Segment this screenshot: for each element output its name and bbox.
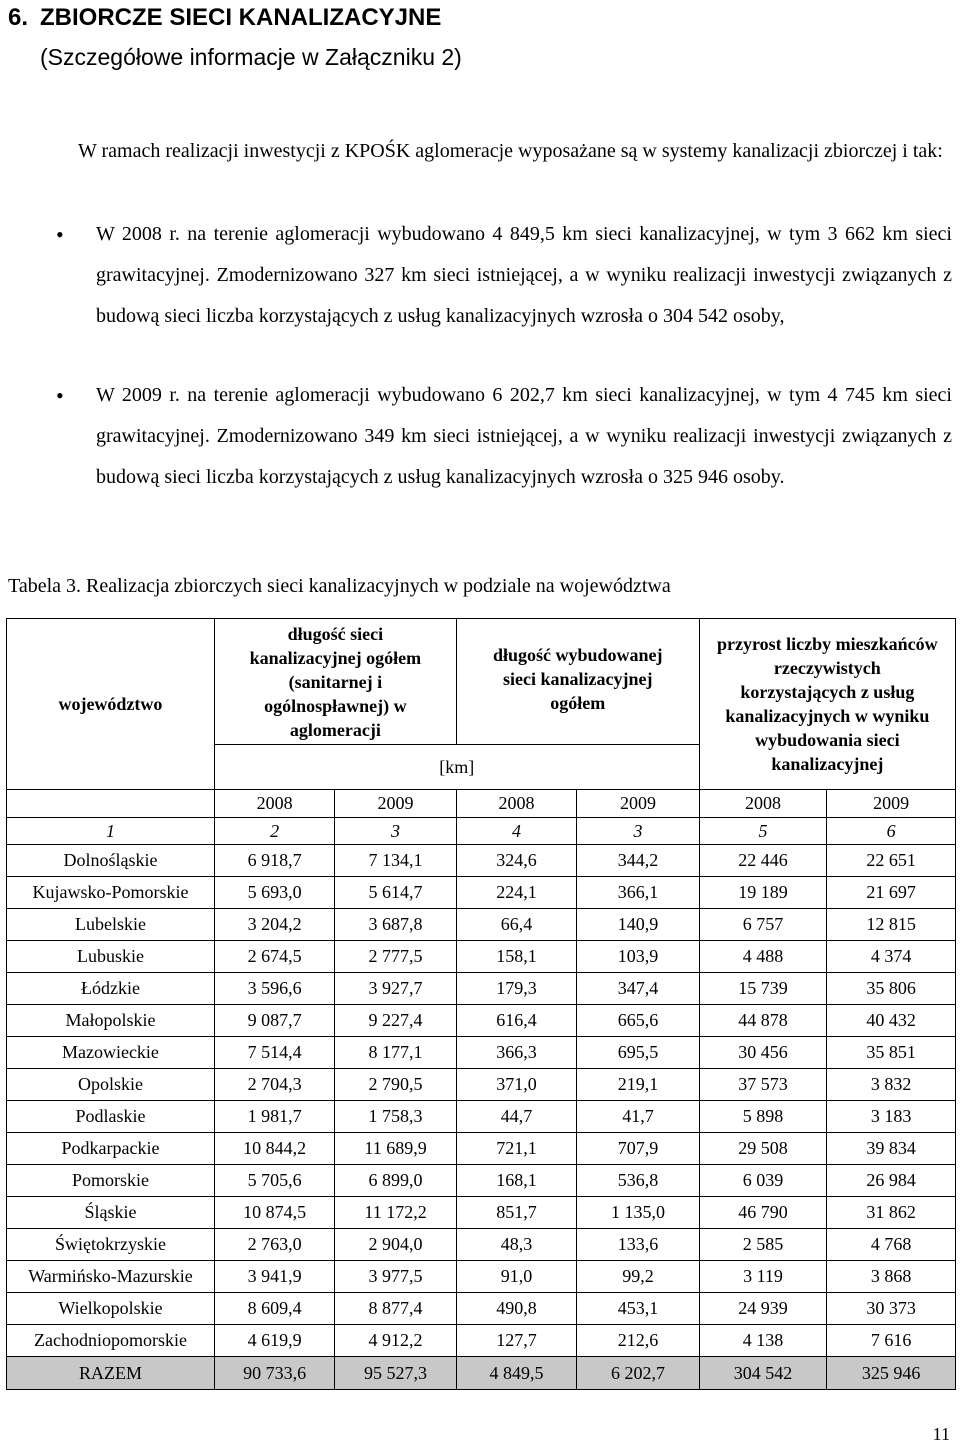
sewer-table <box>6 618 956 1390</box>
year-cell: 2009 <box>335 790 456 818</box>
value-cell: 371,0 <box>456 1069 576 1101</box>
value-cell: 22 651 <box>827 845 956 877</box>
value-cell: 2 790,5 <box>335 1069 456 1101</box>
value-cell: 8 609,4 <box>214 1293 334 1325</box>
value-cell: 30 373 <box>827 1293 956 1325</box>
value-cell: 179,3 <box>456 973 576 1005</box>
value-cell: 4 138 <box>699 1325 827 1357</box>
total-value-cell: 4 849,5 <box>456 1357 576 1390</box>
region-name-cell: Świętokrzyskie <box>7 1229 215 1261</box>
value-cell: 11 172,2 <box>335 1197 456 1229</box>
value-cell: 103,9 <box>577 941 699 973</box>
value-cell: 8 177,1 <box>335 1037 456 1069</box>
column-number-cell: 5 <box>699 818 827 845</box>
header-population-growth: przyrost liczby mieszkańców rzeczywistych korzystających z usług kanalizacyjnych w wyniku wybudowania sieci kanalizacyjnej <box>699 619 955 790</box>
header-unit: [km] <box>214 745 699 790</box>
value-cell: 3 977,5 <box>335 1261 456 1293</box>
value-cell: 536,8 <box>577 1165 699 1197</box>
value-cell: 3 183 <box>827 1101 956 1133</box>
value-cell: 19 189 <box>699 877 827 909</box>
value-cell: 4 768 <box>827 1229 956 1261</box>
value-cell: 695,5 <box>577 1037 699 1069</box>
region-name-cell: Podkarpackie <box>7 1133 215 1165</box>
value-cell: 91,0 <box>456 1261 576 1293</box>
value-cell: 3 687,8 <box>335 909 456 941</box>
year-row-spacer <box>7 790 215 818</box>
value-cell: 851,7 <box>456 1197 576 1229</box>
value-cell: 2 904,0 <box>335 1229 456 1261</box>
table-row <box>7 1069 956 1101</box>
value-cell: 48,3 <box>456 1229 576 1261</box>
value-cell: 453,1 <box>577 1293 699 1325</box>
section-subtitle: (Szczegółowe informacje w Załączniku 2) <box>40 44 462 70</box>
total-label-cell: RAZEM <box>7 1357 215 1390</box>
value-cell: 5 898 <box>699 1101 827 1133</box>
value-cell: 66,4 <box>456 909 576 941</box>
value-cell: 5 693,0 <box>214 877 334 909</box>
value-cell: 12 815 <box>827 909 956 941</box>
value-cell: 10 844,2 <box>214 1133 334 1165</box>
region-name-cell: Warmińsko-Mazurskie <box>7 1261 215 1293</box>
value-cell: 4 619,9 <box>214 1325 334 1357</box>
year-cell: 2009 <box>827 790 956 818</box>
value-cell: 616,4 <box>456 1005 576 1037</box>
table-row <box>7 1261 956 1293</box>
table-row <box>7 1197 956 1229</box>
table-row <box>7 1101 956 1133</box>
table-row <box>7 1133 956 1165</box>
value-cell: 10 874,5 <box>214 1197 334 1229</box>
header-region: województwo <box>7 619 215 790</box>
value-cell: 5 614,7 <box>335 877 456 909</box>
intro-paragraph: W ramach realizacji inwestycji z KPOŚK aglomeracje wyposażane są w systemy kanalizacji zbiorczej i tak: <box>78 140 943 162</box>
value-cell: 2 674,5 <box>214 941 334 973</box>
total-value-cell: 95 527,3 <box>335 1357 456 1390</box>
table-caption: Tabela 3. Realizacja zbiorczych sieci kanalizacyjnych w podziale na województwa <box>8 575 671 597</box>
value-cell: 3 119 <box>699 1261 827 1293</box>
column-number-cell: 2 <box>214 818 334 845</box>
region-name-cell: Zachodniopomorskie <box>7 1325 215 1357</box>
value-cell: 665,6 <box>577 1005 699 1037</box>
header-network-length: długość sieci kanalizacyjnej ogółem (sanitarnej i ogólnospławnej) w aglomeracji <box>214 619 456 745</box>
value-cell: 37 573 <box>699 1069 827 1101</box>
year-cell: 2008 <box>699 790 827 818</box>
value-cell: 4 912,2 <box>335 1325 456 1357</box>
table-row <box>7 1165 956 1197</box>
section-number: 6. <box>8 4 29 31</box>
region-name-cell: Kujawsko-Pomorskie <box>7 877 215 909</box>
value-cell: 8 877,4 <box>335 1293 456 1325</box>
value-cell: 168,1 <box>456 1165 576 1197</box>
value-cell: 707,9 <box>577 1133 699 1165</box>
bullet-2009: • W 2009 r. na terenie aglomeracji wybudowano 6 202,7 km sieci kanalizacyjnej, w tym 4 745 km sieci grawitacyjnej. Zmodernizowano 349 km sieci istniejącej, a w wyniku realizacji inwestycji związanych z budową sieci liczba korzystających z usług kanalizacyjnych wzrosła o 325 946 osoby. <box>96 375 952 498</box>
value-cell: 9 087,7 <box>214 1005 334 1037</box>
table-row <box>7 1037 956 1069</box>
region-name-cell: Małopolskie <box>7 1005 215 1037</box>
value-cell: 6 757 <box>699 909 827 941</box>
value-cell: 29 508 <box>699 1133 827 1165</box>
value-cell: 46 790 <box>699 1197 827 1229</box>
value-cell: 40 432 <box>827 1005 956 1037</box>
value-cell: 3 596,6 <box>214 973 334 1005</box>
region-name-cell: Łódzkie <box>7 973 215 1005</box>
region-name-cell: Wielkopolskie <box>7 1293 215 1325</box>
value-cell: 9 227,4 <box>335 1005 456 1037</box>
value-cell: 1 758,3 <box>335 1101 456 1133</box>
region-name-cell: Pomorskie <box>7 1165 215 1197</box>
value-cell: 5 705,6 <box>214 1165 334 1197</box>
value-cell: 26 984 <box>827 1165 956 1197</box>
value-cell: 2 704,3 <box>214 1069 334 1101</box>
value-cell: 30 456 <box>699 1037 827 1069</box>
value-cell: 6 918,7 <box>214 845 334 877</box>
value-cell: 7 616 <box>827 1325 956 1357</box>
value-cell: 344,2 <box>577 845 699 877</box>
region-name-cell: Dolnośląskie <box>7 845 215 877</box>
region-name-cell: Mazowieckie <box>7 1037 215 1069</box>
value-cell: 158,1 <box>456 941 576 973</box>
value-cell: 15 739 <box>699 973 827 1005</box>
column-number-row <box>7 818 956 845</box>
column-number-cell: 3 <box>335 818 456 845</box>
value-cell: 22 446 <box>699 845 827 877</box>
value-cell: 1 135,0 <box>577 1197 699 1229</box>
value-cell: 140,9 <box>577 909 699 941</box>
region-name-cell: Podlaskie <box>7 1101 215 1133</box>
table-row <box>7 1005 956 1037</box>
value-cell: 2 777,5 <box>335 941 456 973</box>
table-row <box>7 845 956 877</box>
value-cell: 21 697 <box>827 877 956 909</box>
total-value-cell: 90 733,6 <box>214 1357 334 1390</box>
value-cell: 11 689,9 <box>335 1133 456 1165</box>
table-row <box>7 909 956 941</box>
value-cell: 3 204,2 <box>214 909 334 941</box>
year-cell: 2008 <box>456 790 576 818</box>
value-cell: 2 763,0 <box>214 1229 334 1261</box>
value-cell: 2 585 <box>699 1229 827 1261</box>
table-row <box>7 1325 956 1357</box>
value-cell: 219,1 <box>577 1069 699 1101</box>
value-cell: 6 039 <box>699 1165 827 1197</box>
table-row <box>7 1229 956 1261</box>
region-name-cell: Lubuskie <box>7 941 215 973</box>
total-value-cell: 325 946 <box>827 1357 956 1390</box>
column-number-cell: 1 <box>7 818 215 845</box>
value-cell: 44,7 <box>456 1101 576 1133</box>
value-cell: 31 862 <box>827 1197 956 1229</box>
value-cell: 224,1 <box>456 877 576 909</box>
value-cell: 99,2 <box>577 1261 699 1293</box>
region-name-cell: Śląskie <box>7 1197 215 1229</box>
page-number: 11 <box>932 1424 950 1444</box>
column-number-cell: 4 <box>456 818 576 845</box>
section-title: ZBIORCZE SIECI KANALIZACYJNE <box>40 4 442 31</box>
year-cell: 2008 <box>214 790 334 818</box>
value-cell: 127,7 <box>456 1325 576 1357</box>
value-cell: 212,6 <box>577 1325 699 1357</box>
value-cell: 7 134,1 <box>335 845 456 877</box>
value-cell: 4 374 <box>827 941 956 973</box>
year-row <box>7 790 956 818</box>
value-cell: 3 941,9 <box>214 1261 334 1293</box>
value-cell: 41,7 <box>577 1101 699 1133</box>
value-cell: 7 514,4 <box>214 1037 334 1069</box>
value-cell: 3 927,7 <box>335 973 456 1005</box>
year-cell: 2009 <box>577 790 699 818</box>
value-cell: 6 899,0 <box>335 1165 456 1197</box>
value-cell: 44 878 <box>699 1005 827 1037</box>
header-built-length: długość wybudowanej sieci kanalizacyjnej ogółem <box>456 619 699 745</box>
value-cell: 347,4 <box>577 973 699 1005</box>
value-cell: 721,1 <box>456 1133 576 1165</box>
value-cell: 490,8 <box>456 1293 576 1325</box>
value-cell: 24 939 <box>699 1293 827 1325</box>
value-cell: 3 868 <box>827 1261 956 1293</box>
table-row <box>7 877 956 909</box>
value-cell: 35 806 <box>827 973 956 1005</box>
value-cell: 1 981,7 <box>214 1101 334 1133</box>
table-row <box>7 973 956 1005</box>
table-row <box>7 941 956 973</box>
value-cell: 35 851 <box>827 1037 956 1069</box>
total-row <box>7 1357 956 1390</box>
value-cell: 366,1 <box>577 877 699 909</box>
value-cell: 366,3 <box>456 1037 576 1069</box>
region-name-cell: Lubelskie <box>7 909 215 941</box>
total-value-cell: 304 542 <box>699 1357 827 1390</box>
value-cell: 324,6 <box>456 845 576 877</box>
value-cell: 4 488 <box>699 941 827 973</box>
value-cell: 3 832 <box>827 1069 956 1101</box>
column-number-cell: 3 <box>577 818 699 845</box>
total-value-cell: 6 202,7 <box>577 1357 699 1390</box>
value-cell: 133,6 <box>577 1229 699 1261</box>
bullet-2008: • W 2008 r. na terenie aglomeracji wybudowano 4 849,5 km sieci kanalizacyjnej, w tym 3 662 km sieci grawitacyjnej. Zmodernizowano 327 km sieci istniejącej, a w wyniku realizacji inwestycji związanych z budową sieci liczba korzystających z usług kanalizacyjnych wzrosła o 304 542 osoby, <box>96 214 952 337</box>
table-row <box>7 1293 956 1325</box>
value-cell: 39 834 <box>827 1133 956 1165</box>
column-number-cell: 6 <box>827 818 956 845</box>
region-name-cell: Opolskie <box>7 1069 215 1101</box>
